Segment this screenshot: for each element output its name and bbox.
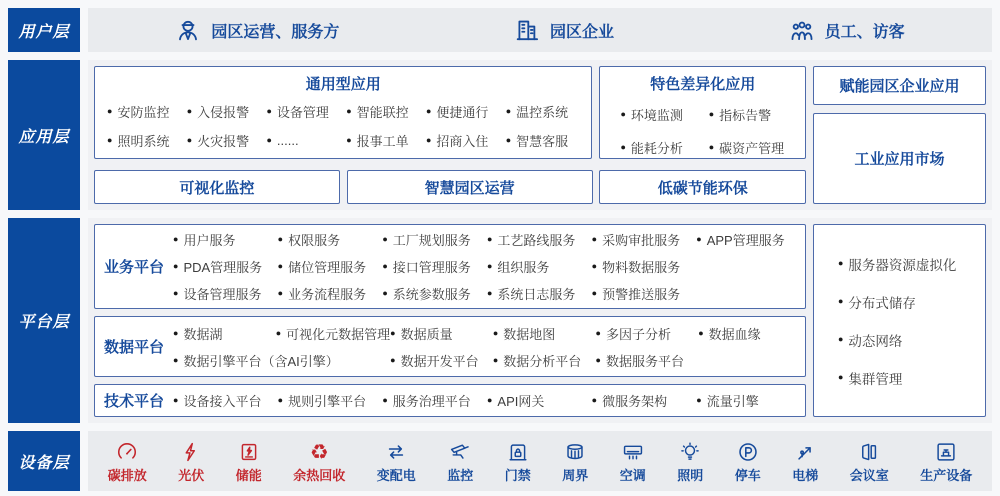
bullet-item: ● 安防监控 xyxy=(107,105,170,120)
business-platform-box xyxy=(94,224,806,309)
tech-platform-list xyxy=(173,391,805,410)
bullet-dot-icon: ● xyxy=(186,106,193,116)
cctv-icon xyxy=(449,439,471,463)
device-item xyxy=(920,439,972,484)
general-apps-box xyxy=(94,66,592,159)
device-item-label: 周界 xyxy=(562,467,589,483)
bullet-dot-icon: ● xyxy=(492,354,499,365)
device-item xyxy=(293,439,345,484)
bullet-dot-icon: ● xyxy=(595,327,601,338)
low-carbon-box: 低碳节能环保 xyxy=(599,170,805,204)
device-layer-row xyxy=(8,431,992,491)
bullet-dot-icon: ● xyxy=(346,135,352,145)
device-item xyxy=(236,439,262,484)
device-item-label: 储能 xyxy=(235,467,262,483)
platform-layer-row xyxy=(8,218,992,423)
bullet-dot-icon: ● xyxy=(173,395,179,405)
solar-bolt-icon xyxy=(180,439,202,463)
bullet-dot-icon: ● xyxy=(486,288,493,298)
bullet-dot-icon: ● xyxy=(698,327,704,338)
bullet-dot-icon: ● xyxy=(173,261,179,271)
bullet-dot-icon: ● xyxy=(696,395,702,405)
gauge-icon xyxy=(116,439,138,463)
bullet-dot-icon: ● xyxy=(837,296,844,306)
bullet-dot-icon: ● xyxy=(382,261,388,271)
device-layer-badge: 设备层 xyxy=(8,431,80,491)
user-layer-content xyxy=(88,8,992,52)
general-apps-list xyxy=(95,94,591,150)
bullet-item: ● 便捷通行 xyxy=(425,105,489,120)
bullet-item: ● 入侵报警 xyxy=(186,105,250,120)
bullet-item: ● 温控系统 xyxy=(505,105,569,120)
device-item-label: 停车 xyxy=(734,467,761,483)
bullet-item: ● 数据地图 xyxy=(492,326,556,342)
bullet-dot-icon: ● xyxy=(390,354,396,365)
bullet-item: ● 照明系统 xyxy=(107,134,170,149)
device-item-label: 空调 xyxy=(619,467,646,483)
platform-col-main xyxy=(94,224,806,417)
perimeter-icon xyxy=(564,439,586,463)
bullet-dot-icon: ● xyxy=(591,234,598,244)
bullet-dot-icon: ● xyxy=(620,109,626,119)
ac-icon xyxy=(622,439,644,463)
bullet-dot-icon: ● xyxy=(591,395,598,405)
bullet-item: ● 服务治理平台 xyxy=(382,394,471,409)
bullet-dot-icon: ● xyxy=(107,135,113,145)
bullet-item: ● 设备管理 xyxy=(266,105,329,120)
bullet-item: ● 预警推送服务 xyxy=(591,287,681,302)
device-item xyxy=(562,439,588,484)
bullet-dot-icon: ● xyxy=(505,106,512,116)
bullet-item: ● 采购审批服务 xyxy=(591,233,681,248)
infrastructure-box xyxy=(813,224,986,417)
bullet-item: ● APP管理服务 xyxy=(696,233,785,248)
bullet-item: ● 指标告警 xyxy=(708,108,772,123)
special-apps-box xyxy=(599,66,805,159)
bullet-dot-icon: ● xyxy=(173,354,179,365)
escalator-icon xyxy=(794,439,816,463)
bullet-item: ● 权限服务 xyxy=(277,233,341,248)
bullet-item: ● 招商入住 xyxy=(425,134,489,149)
building-icon xyxy=(514,17,540,43)
bullet-item: ● 工艺路线服务 xyxy=(486,233,576,248)
empower-enterprise-apps-box: 赋能园区企业应用 xyxy=(813,66,986,105)
people-icon xyxy=(789,17,815,43)
device-item-label: 生产设备 xyxy=(920,467,973,483)
heat-recycle-icon: ♻ xyxy=(309,439,329,464)
bullet-item: ● 多因子分析 xyxy=(595,326,671,342)
bullet-dot-icon: ● xyxy=(173,288,179,298)
bullet-dot-icon: ● xyxy=(266,135,272,145)
bullet-item: ● 数据服务平台 xyxy=(595,353,684,369)
bullet-item: ● 集群管理 xyxy=(837,371,903,387)
tech-platform-box xyxy=(94,384,806,417)
general-apps-title: 通用型应用 xyxy=(305,76,381,93)
device-item-label: 碳排放 xyxy=(107,467,147,483)
bullet-dot-icon: ● xyxy=(382,395,388,405)
access-lock-icon xyxy=(507,439,529,463)
bullet-dot-icon: ● xyxy=(492,327,499,338)
device-item xyxy=(792,439,818,484)
app-layer-badge: 应用层 xyxy=(8,60,80,210)
bullet-dot-icon: ● xyxy=(266,106,272,116)
device-item-label: 余热回收 xyxy=(293,467,346,483)
special-apps-title: 特色差异化应用 xyxy=(650,76,756,93)
business-platform-list xyxy=(173,230,805,303)
device-item xyxy=(447,439,473,484)
bullet-dot-icon: ● xyxy=(107,106,113,116)
bullet-item: ● 火灾报警 xyxy=(186,134,250,149)
app-layer-content xyxy=(88,60,992,210)
user-group-enterprises xyxy=(514,17,614,43)
bullet-item: ● 接口管理服务 xyxy=(382,260,471,275)
bullet-dot-icon: ● xyxy=(277,395,284,405)
bullet-item: ● 微服务架构 xyxy=(591,394,668,409)
bullet-item: ● 系统参数服务 xyxy=(382,287,471,302)
bullet-item: ● 规则引擎平台 xyxy=(277,394,367,409)
device-item-label: 照明 xyxy=(677,467,704,483)
machine-icon xyxy=(935,439,957,463)
data-platform-list xyxy=(173,324,805,370)
meeting-door-icon xyxy=(858,439,880,463)
bullet-item: ● 组织服务 xyxy=(486,260,550,275)
bullet-dot-icon: ● xyxy=(277,261,284,271)
bullet-dot-icon: ● xyxy=(620,142,626,152)
bullet-item: ● 环境监测 xyxy=(620,108,683,123)
device-item-label: 变配电 xyxy=(376,467,416,483)
user-group-label: 员工、访客 xyxy=(824,23,905,41)
user-layer-row xyxy=(8,8,992,52)
bullet-item: ● 物料数据服务 xyxy=(591,260,681,275)
bullet-item: ● PDA管理服务 xyxy=(173,260,263,275)
tech-platform-title: 技术平台 xyxy=(103,393,164,410)
device-item xyxy=(377,439,416,484)
bullet-item: ● 碳资产管理 xyxy=(708,141,785,156)
bullet-dot-icon: ● xyxy=(708,142,715,152)
device-item xyxy=(677,439,703,484)
bullet-item: ● 业务流程服务 xyxy=(277,287,367,302)
bullet-item: ● 储位管理服务 xyxy=(277,260,367,275)
bullet-dot-icon: ● xyxy=(346,106,352,116)
platform-layer-content xyxy=(88,218,992,423)
device-item-label: 监控 xyxy=(447,467,474,483)
bullet-item: ● 报事工单 xyxy=(346,134,409,149)
bullet-item: ● 动态网络 xyxy=(837,333,903,349)
app-col-special xyxy=(599,66,805,204)
bullet-item: ● 能耗分析 xyxy=(620,141,683,156)
bullet-dot-icon: ● xyxy=(591,261,598,271)
special-apps-list xyxy=(600,94,804,157)
bullet-dot-icon: ● xyxy=(837,334,844,344)
bullet-dot-icon: ● xyxy=(186,135,193,145)
bullet-dot-icon: ● xyxy=(505,135,512,145)
device-item xyxy=(108,439,147,484)
data-platform-box xyxy=(94,316,806,377)
bullet-item: ● 设备接入平台 xyxy=(173,394,262,409)
device-item xyxy=(620,439,646,484)
user-group-staff-visitors xyxy=(789,17,905,43)
bullet-dot-icon: ● xyxy=(486,261,493,271)
bullet-item: ● 智能联控 xyxy=(346,105,409,120)
app-col-general xyxy=(94,66,592,204)
platform-layer-badge: 平台层 xyxy=(8,218,80,423)
bullet-item: ● 数据开发平台 xyxy=(390,353,479,369)
user-layer-badge: 用户层 xyxy=(8,8,80,52)
smart-park-operation-box: 智慧园区运营 xyxy=(347,170,593,204)
bullet-dot-icon: ● xyxy=(837,372,844,382)
bullet-dot-icon: ● xyxy=(173,327,179,338)
user-group-label: 园区运营、服务方 xyxy=(211,23,340,41)
bullet-dot-icon: ● xyxy=(277,234,284,244)
bullet-item: ● 用户服务 xyxy=(173,233,236,248)
user-group-operators xyxy=(175,17,339,43)
battery-storage-icon xyxy=(238,439,260,463)
industrial-app-market-box: 工业应用市场 xyxy=(813,113,986,204)
bullet-dot-icon: ● xyxy=(696,234,702,244)
bullet-item: ● ...... xyxy=(266,133,299,148)
bullet-item: ● API网关 xyxy=(486,394,545,409)
bullet-item: ● 智慧客服 xyxy=(505,134,569,149)
device-item-label: 电梯 xyxy=(792,467,819,483)
bullet-item: ● 数据质量 xyxy=(390,326,453,342)
bullet-dot-icon: ● xyxy=(382,234,388,244)
app-bottom-row xyxy=(94,170,592,204)
app-layer-row xyxy=(8,60,992,210)
bullet-item: ● 服务器资源虚拟化 xyxy=(837,257,957,273)
bullet-dot-icon: ● xyxy=(425,135,432,145)
device-item-label: 会议室 xyxy=(849,467,889,483)
device-item-label: 门禁 xyxy=(504,467,531,483)
bullet-dot-icon: ● xyxy=(277,288,284,298)
bullet-dot-icon: ● xyxy=(390,327,396,338)
bullet-item: ● 可视化元数据管理 xyxy=(275,326,391,342)
bullet-item: ● 数据湖 xyxy=(173,326,223,342)
data-platform-title: 数据平台 xyxy=(103,339,164,356)
bullet-item: ● 数据分析平台 xyxy=(492,353,582,369)
bullet-item: ● 设备管理服务 xyxy=(173,287,262,302)
visual-monitoring-box: 可视化监控 xyxy=(94,170,340,204)
bullet-dot-icon: ● xyxy=(837,258,844,268)
bullet-item: ● 数据血缘 xyxy=(698,326,761,342)
bullet-dot-icon: ● xyxy=(486,395,493,405)
bullet-dot-icon: ● xyxy=(425,106,432,116)
device-layer-content xyxy=(88,431,992,491)
bullet-dot-icon: ● xyxy=(708,109,715,119)
device-item xyxy=(505,439,531,484)
business-platform-title: 业务平台 xyxy=(103,259,164,276)
bullet-dot-icon: ● xyxy=(382,288,388,298)
bullet-item: ● 数据引擎平台（含AI引擎） xyxy=(173,353,339,369)
bullet-dot-icon: ● xyxy=(173,234,179,244)
device-item xyxy=(735,439,761,484)
device-item xyxy=(178,439,204,484)
bullet-item: ● 系统日志服务 xyxy=(486,287,576,302)
device-item-label: 光伏 xyxy=(178,467,205,483)
bullet-dot-icon: ● xyxy=(595,354,601,365)
light-bulb-icon xyxy=(679,439,701,463)
parking-icon xyxy=(737,439,759,463)
bullet-item: ● 流量引擎 xyxy=(696,394,759,409)
user-group-label: 园区企业 xyxy=(549,23,614,41)
bullet-item: ● 工厂规划服务 xyxy=(382,233,471,248)
device-item xyxy=(850,439,889,484)
platform-col-right xyxy=(813,224,986,417)
bullet-dot-icon: ● xyxy=(591,288,598,298)
app-col-right xyxy=(813,66,986,204)
bullet-dot-icon: ● xyxy=(275,327,282,338)
bullet-item: ● 分布式储存 xyxy=(837,295,916,311)
operator-icon xyxy=(175,17,201,43)
bullet-dot-icon: ● xyxy=(486,234,493,244)
power-swap-icon xyxy=(385,439,407,463)
